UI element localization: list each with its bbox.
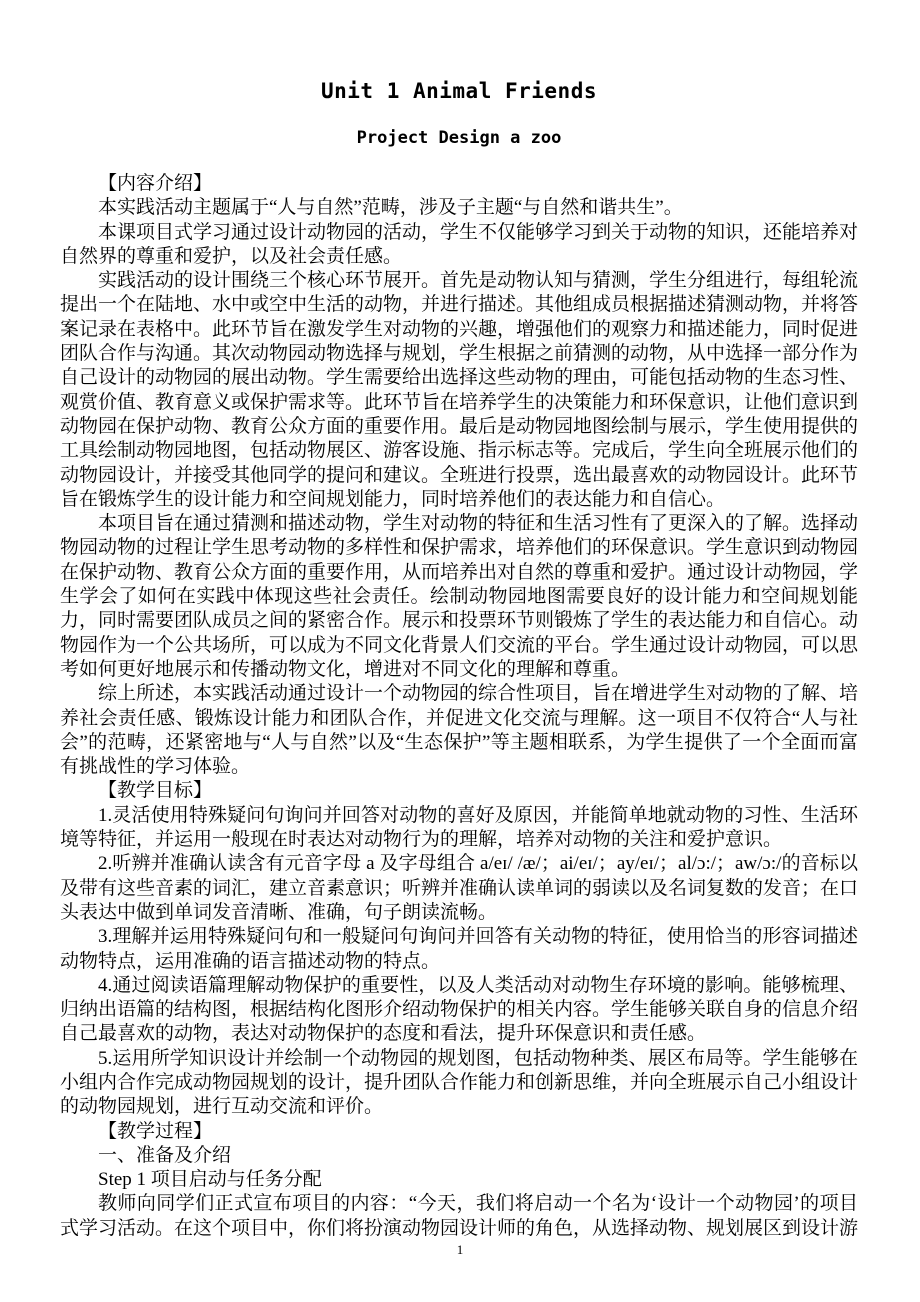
goal-item: 5.运用所学知识设计并绘制一个动物园的规划图，包括动物种类、展区布局等。学生能够在小组内合作完成动物园规划的设计，提升团队合作能力和创新思维，并向全班展示自己小组设计的动物园规划，进行互动交流和评价。 (60, 1047, 859, 1118)
section-header-teaching-goals: 【教学目标】 (98, 780, 213, 802)
goal-item: 3.理解并运用特殊疑问句和一般疑问句询问并回答有关动物的特征，使用恰当的形容词描述动物特点，运用准确的语言描述动物的特点。 (60, 926, 858, 972)
intro-paragraph: 本课项目式学习通过设计动物园的活动，学生不仅能够学习到关于动物的知识，还能培养对自然界的尊重和爱护，以及社会责任感。 (60, 221, 859, 267)
document-body (60, 172, 858, 1241)
process-paragraph: 教师向同学们正式宣布项目的内容：“今天，我们将启动一个名为‘设计一个动物园’的项目式学习活动。在这个项目中，你们将扮演动物园设计师的角色，从选择动物、规划展区到设计游 (60, 1193, 859, 1239)
document-title: Unit 1 Animal Friends (320, 79, 597, 103)
intro-paragraph: 本项目旨在通过猜测和描述动物，学生对动物的特征和生活习性有了更深入的了解。选择动物园动物的过程让学生思考动物的多样性和保护需求，培养他们的环保意识。学生意识到动物园在保护动物、教育公众方面的重要作用，从而培养出对自然的尊重和爱护。通过设计动物园，学生学会了如何在实践中体现这些社会责任。绘制动物园地图需要良好的设计能力和空间规划能力，同时需要团队成员之间的紧密合作。展示和投票环节则锻炼了学生的表达能力和自信心。动物园作为一个公共场所，可以成为不同文化背景人们交流的平台。学生通过设计动物园，可以思考如何更好地展示和传播动物文化，增进对不同文化的理解和尊重。 (60, 513, 859, 680)
goal-item: 1.灵活使用特殊疑问句询问并回答对动物的喜好及原因，并能简单地就动物的习性、生活环境等特征，并运用一般现在时表达对动物行为的理解，培养对动物的关注和爱护意识。 (60, 804, 858, 851)
section-header-teaching-process: 【教学过程】 (98, 1120, 213, 1142)
process-step-heading: 一、准备及介绍 (98, 1144, 232, 1166)
intro-paragraph: 实践活动的设计围绕三个核心环节展开。首先是动物认知与猜测，学生分组进行，每组轮流提出一个在陆地、水中或空中生活的动物，并进行描述。其他组成员根据描述猜测动物，并将答案记录在表格中。此环节旨在激发学生对动物的兴趣，增强他们的观察力和描述能力，同时促进团队合作与沟通。其次动物园动物选择与规划，学生根据之前猜测的动物，从中选择一部分作为自己设计的动物园的展出动物。学生需要给出选择这些动物的理由，可能包括动物的生态习性、观赏价值、教育意义或保护需求等。此环节旨在培养学生的决策能力和环保意识，让他们意识到动物园在保护动物、教育公众方面的重要作用。最后是动物园地图绘制与展示，学生使用提供的工具绘制动物园地图，包括动物展区、游客设施、指示标志等。完成后，学生向全班展示他们的动物园设计，并接受其他同学的提问和建议。全班进行投票，选出最喜欢的动物园设计。此环节旨在锻炼学生的设计能力和空间规划能力，同时培养他们的表达能力和自信心。 (60, 270, 859, 510)
intro-paragraph: 综上所述，本实践活动通过设计一个动物园的综合性项目，旨在增进学生对动物的了解、培养社会责任感、锻炼设计能力和团队合作，并促进文化交流与理解。这一项目不仅符合“人与社会”的范畴，还紧密地与“人与自然”以及“生态保护”等主题相联系，为学生提供了一个全面而富有挑战性的学习体验。 (60, 683, 859, 778)
process-step-heading: Step 1 项目启动与任务分配 (98, 1169, 322, 1191)
document-subtitle: Project Design a zoo (356, 128, 562, 148)
goal-item: 4.通过阅读语篇理解动物保护的重要性，以及人类活动对动物生存环境的影响。能够梳理、归纳出语篇的结构图，根据结构化图形介绍动物保护的相关内容。学生能够关联自身的信息介绍自己最喜欢的动物，表达对动物保护的态度和看法，提升环保意识和责任感。 (60, 974, 859, 1045)
intro-paragraph: 本实践活动主题属于“人与自然”范畴，涉及子主题“与自然和谐共生”。 (98, 197, 683, 219)
section-header-content-intro: 【内容介绍】 (98, 173, 213, 194)
goal-item: 2.听辨并准确认读含有元音字母 a 及字母组合 a/eɪ/ /æ/；ai/eɪ/；ay/eɪ/；al/ɔ:/；aw/ɔ:/的音标以及带有这些音素的词汇，建立音素意识；听辨并准确认读单词的弱读以及名词复数的发音；在口头表达中做到单词发音清晰、准确，句子朗读流畅。 (60, 853, 859, 923)
page-number: 1 (456, 1242, 464, 1257)
